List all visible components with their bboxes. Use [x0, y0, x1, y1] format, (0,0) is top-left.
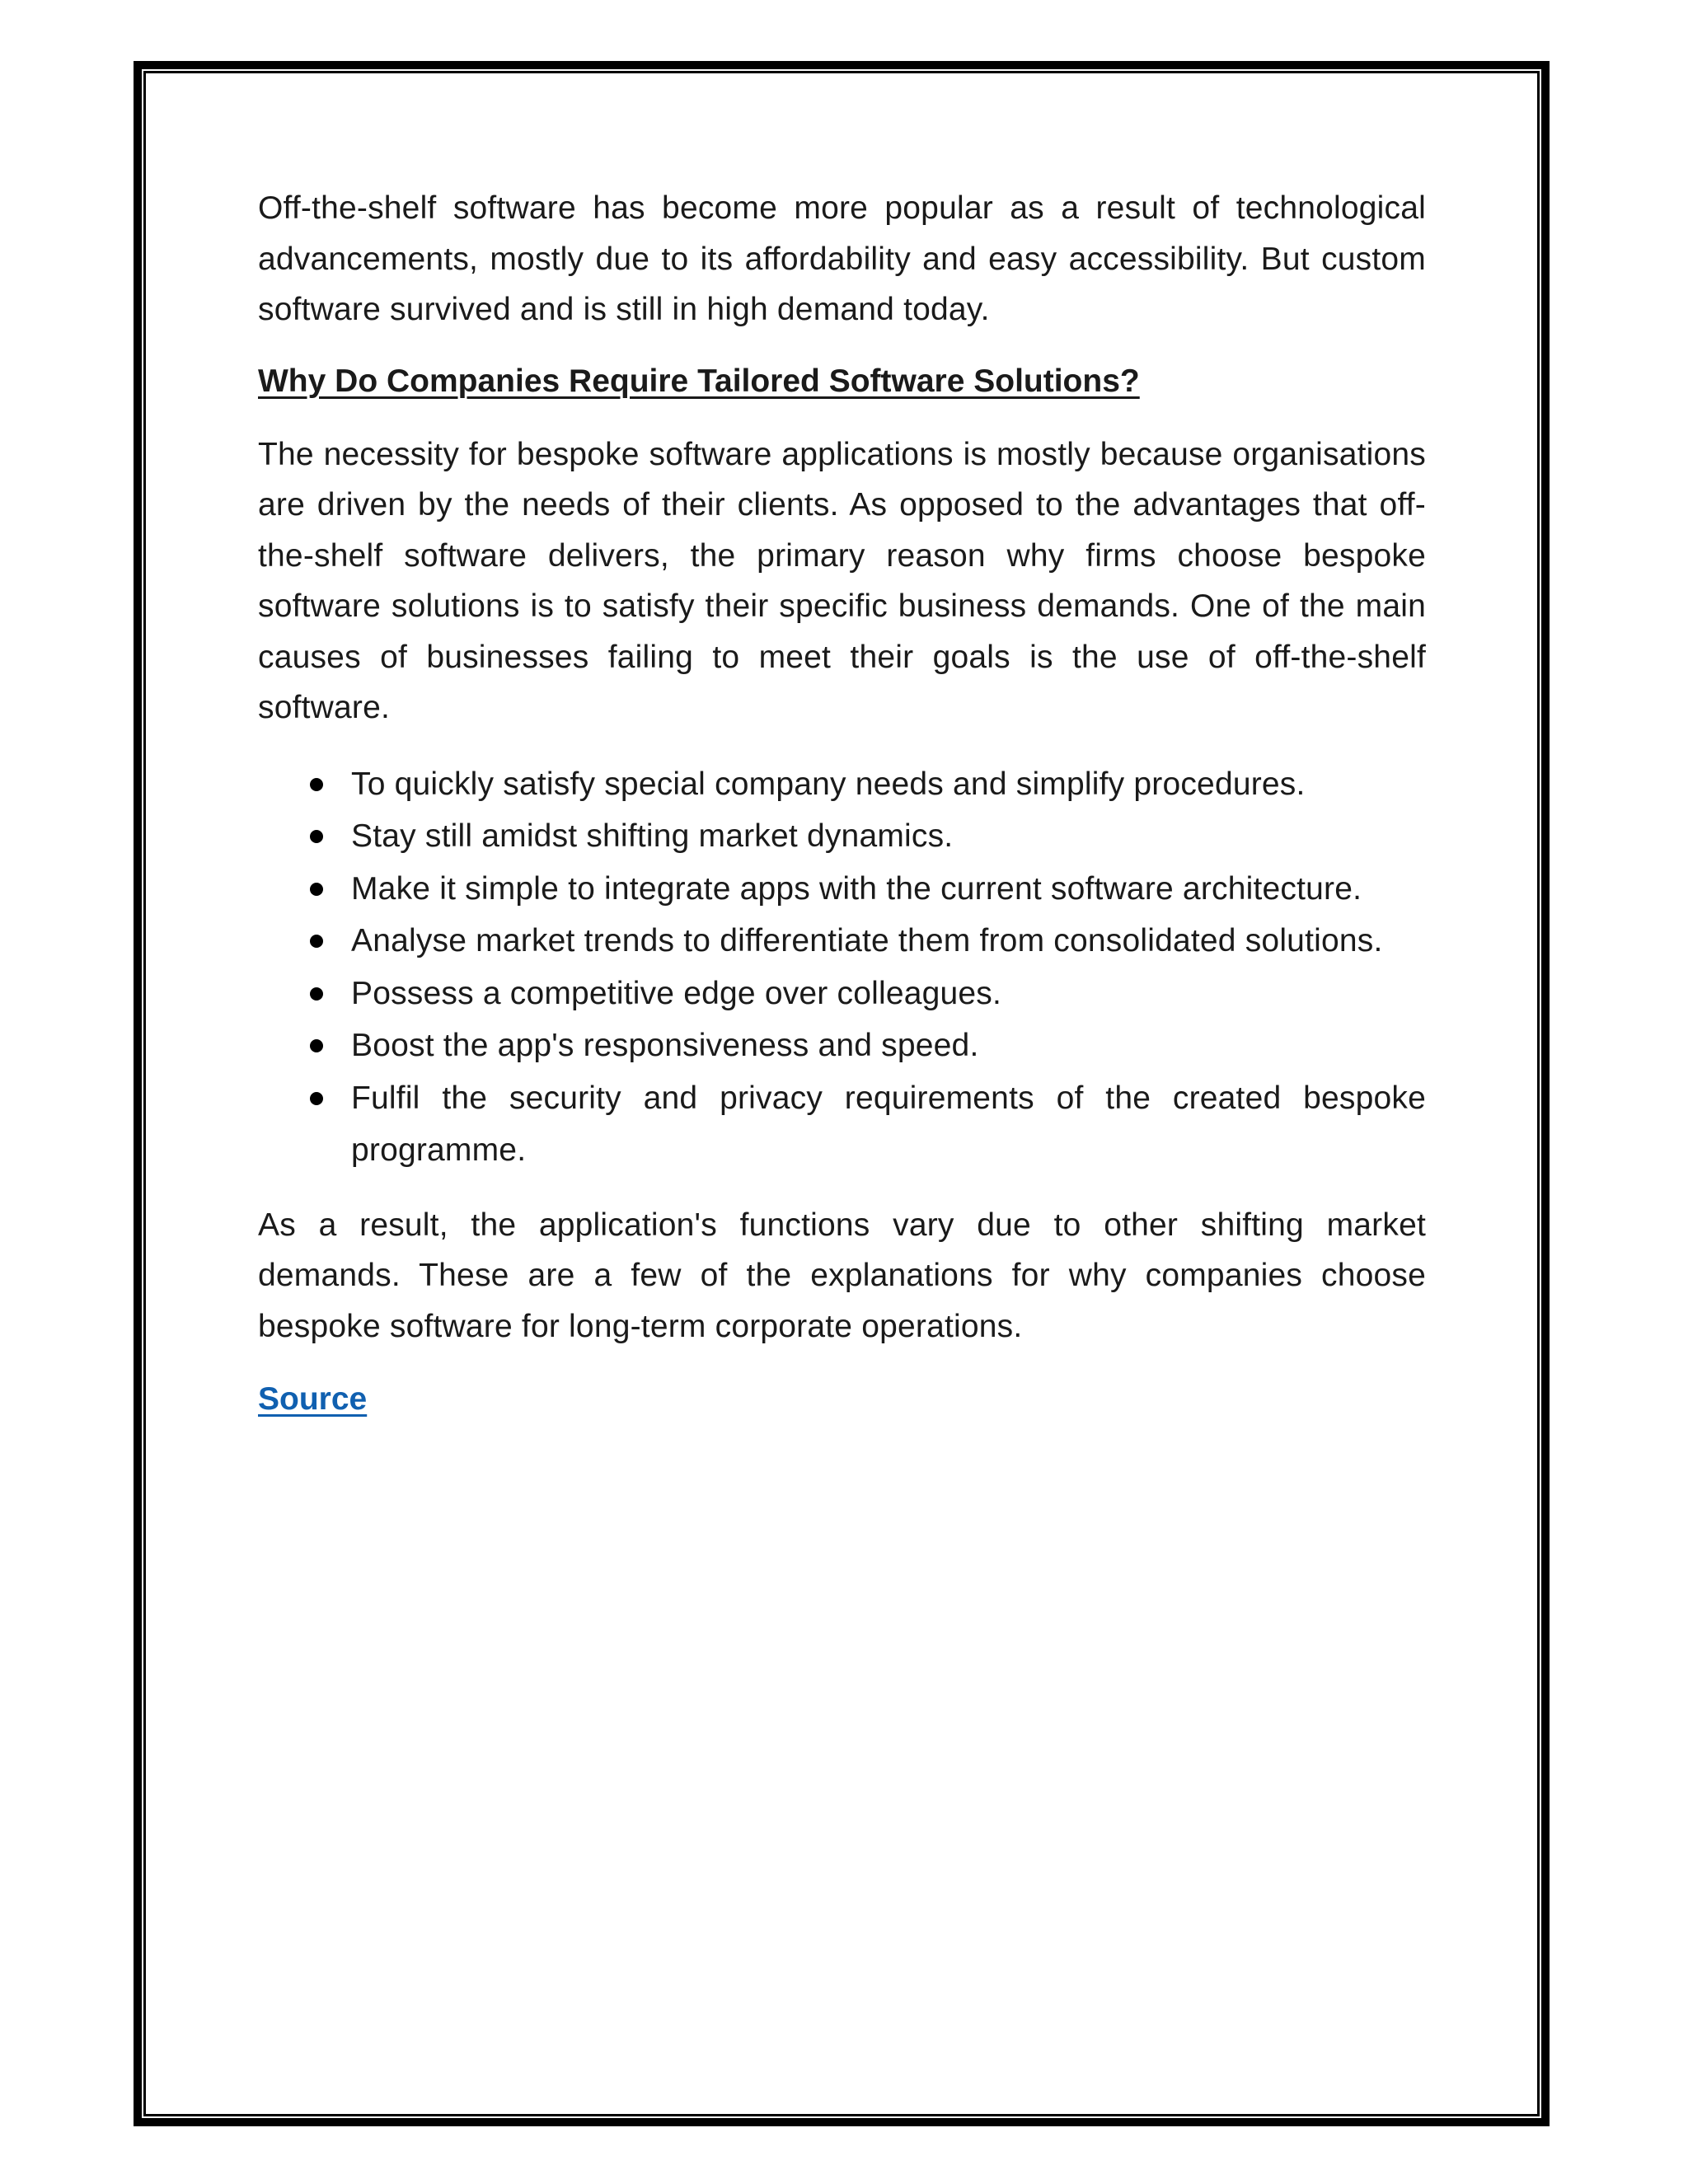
list-item: [351, 915, 1426, 968]
source-link[interactable]: Source: [258, 1381, 368, 1417]
bullet-icon: [310, 1092, 323, 1105]
list-item-text: Stay still amidst shifting market dynamics.: [351, 818, 954, 854]
bullet-icon: [310, 883, 323, 896]
list-item: [351, 758, 1426, 811]
list-item: [351, 1072, 1426, 1177]
benefits-list: [258, 758, 1426, 1177]
list-item-text: Make it simple to integrate apps with the current software architecture.: [351, 870, 1362, 907]
list-item: [351, 863, 1426, 916]
list-item-text: Fulfil the security and privacy requirements of the created bespoke programme.: [351, 1080, 1426, 1168]
bullet-icon: [310, 778, 323, 791]
closing-paragraph: As a result, the application's functions vary due to other shifting market demands. These are a few of the explanations for why companies choose bespoke software for long-term corporate operations.: [258, 1207, 1426, 1344]
list-item-text: Possess a competitive edge over colleagues.: [351, 975, 1002, 1011]
list-item: [351, 968, 1426, 1020]
bullet-icon: [310, 830, 323, 843]
document-body: [258, 183, 1426, 1424]
bullet-icon: [310, 987, 323, 1001]
list-item-text: Analyse market trends to differentiate them from consolidated solutions.: [351, 923, 1383, 958]
list-item: [351, 1019, 1426, 1072]
section-heading: Why Do Companies Require Tailored Software Solutions?: [258, 363, 1140, 399]
body-paragraph: The necessity for bespoke software applications is mostly because organisations are driven by the needs of their clients. As opposed to the advantages that off-the-shelf software delivers, the primary reason why firms choose bespoke software solutions is to satisfy their specific business demands. One of the main causes of businesses failing to meet their goals is the use of off-the-shelf software.: [258, 436, 1426, 725]
list-item-text: To quickly satisfy special company needs and simplify procedures.: [351, 766, 1306, 802]
list-item: [351, 810, 1426, 863]
bullet-icon: [310, 935, 323, 948]
list-item-text: Boost the app's responsiveness and speed.: [351, 1028, 979, 1063]
intro-paragraph: Off-the-shelf software has become more popular as a result of technological advancements, mostly due to its affordability and easy accessibility. But custom software survived and is still in high demand today.: [258, 190, 1426, 327]
bullet-icon: [310, 1039, 323, 1052]
